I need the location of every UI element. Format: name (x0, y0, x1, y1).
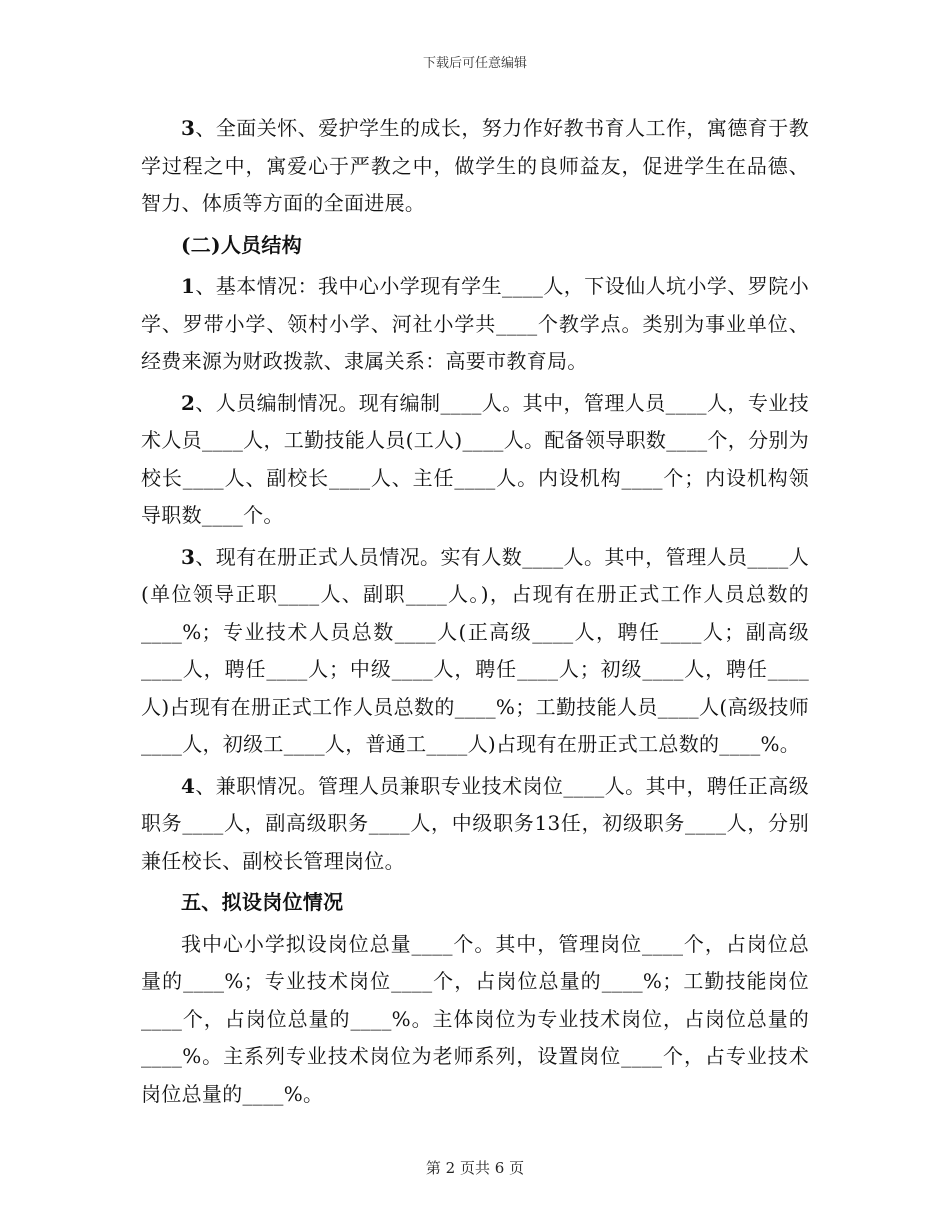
item-number: 3 (181, 544, 196, 569)
section-heading-staff-structure: (二)人员结构 (181, 232, 303, 257)
paragraph-text: 、基本情况：我中心小学现有学生____人，下设仙人坑小学、罗院小学、罗带小学、领村小学、河社小学共____个教学点。类别为事业单位、经费来源为财政拨款、隶属关系：高要市教育局。 (141, 274, 809, 373)
item-number: 1 (181, 274, 196, 298)
paragraph-text: 我中心小学拟设岗位总量____个。其中，管理岗位____个，占岗位总量的____%；专业技术岗位____个，占岗位总量的____%；工勤技能岗位____个，占岗位总量的____%。主体岗位为专业技术岗位，占岗位总量的____%。主系列专业技术岗位为老师系列，设置岗位____个，占专业技术岗位总量的____%。 (141, 931, 809, 1106)
paragraph-text: 、全面关怀、爱护学生的成长，努力作好教书育人工作，寓德育于教学过程之中，寓爱心于严教之中，做学生的良师益友，促进学生在品德、智力、体质等方面的全面进展。 (141, 116, 809, 215)
item-number: 3 (181, 116, 196, 140)
item-number: 2 (181, 390, 196, 415)
section-heading-planned-posts: 五、拟设岗位情况 (181, 890, 344, 914)
page-footer: 第 2 页共 6 页 (425, 1159, 525, 1177)
paragraph-text: 、人员编制情况。现有编制____人。其中，管理人员____人，专业技术人员____人，工勤技能人员(工人)____人。配备领导职数____个，分别为校长____人、副校长____人、主任____人。内设机构____个；内设机构领导职数____个。 (141, 390, 809, 527)
paragraph-text: 、现有在册正式人员情况。实有人数____人。其中，管理人员____人(单位领导正职____人、副职____人。)，占现有在册正式工作人员总数的____%；专业技术人员总数____人(正高级____人，聘任____人；副高级____人，聘任____人；中级____人，聘任____人；初级____人，聘任____人)占现有在册正式工作人员总数的____%；工勤技能人员____人(高级技师____人，初级工____人，普通工____人)占现有在册正式工总数的____%。 (141, 544, 809, 756)
paragraph-basic-info (141, 268, 809, 381)
paragraph-staffing-quota (141, 385, 809, 535)
paragraph-registered-staff (141, 539, 809, 764)
item-number: 4 (181, 773, 196, 798)
paragraph-text: 、兼职情况。管理人员兼职专业技术岗位____人。其中，聘任正高级职务____人，副高级职务____人，中级职务13任，初级职务____人，分别兼任校长、副校长管理岗位。 (141, 773, 809, 873)
paragraph-planned-posts (141, 926, 809, 1114)
paragraph-part-time (141, 768, 809, 881)
page-header: 下载后可任意编辑 (422, 56, 527, 71)
paragraph-care-students (141, 110, 809, 223)
document-body (141, 110, 809, 1117)
